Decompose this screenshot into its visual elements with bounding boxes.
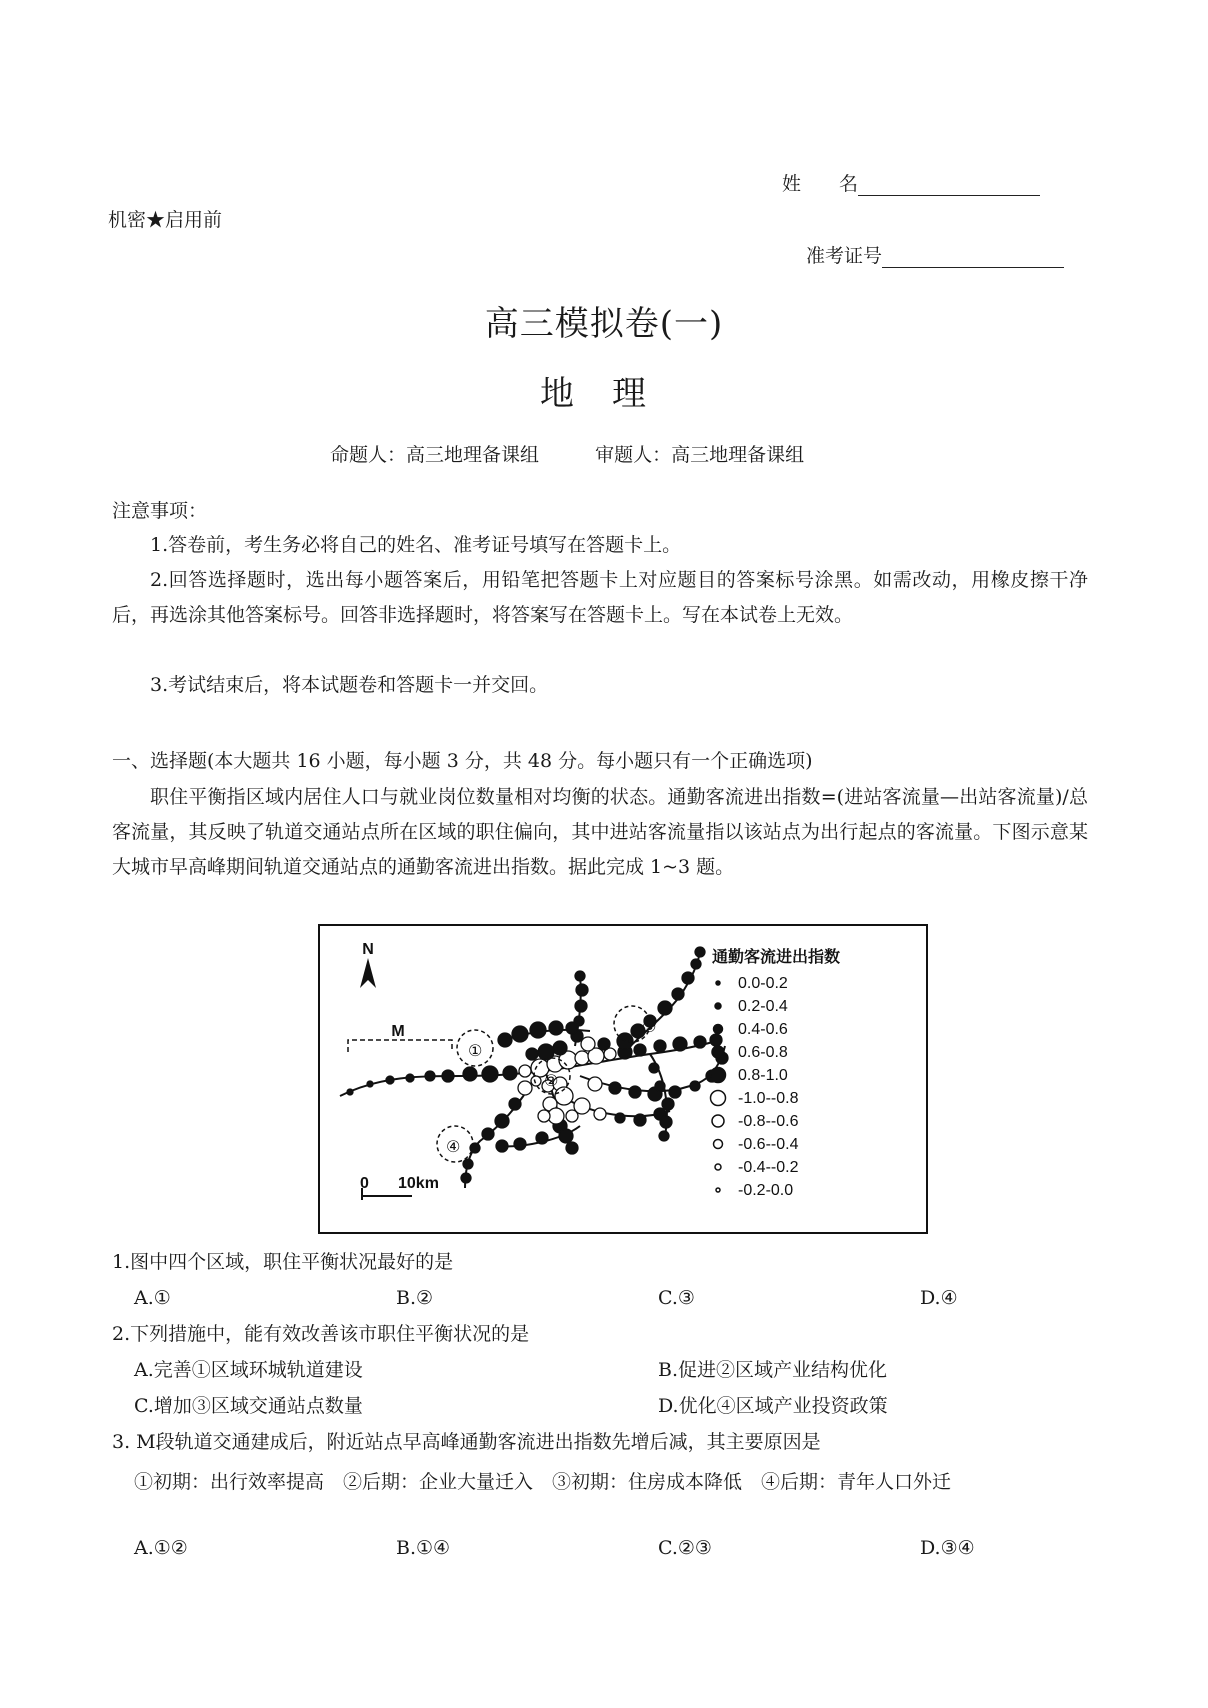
legend-marker: [716, 981, 720, 985]
station-marker: [530, 1022, 546, 1038]
station-marker: [518, 1081, 532, 1095]
north-label: N: [362, 941, 374, 958]
legend-marker: [711, 1068, 726, 1083]
station-marker: [662, 1098, 674, 1110]
station-marker: [575, 1051, 589, 1065]
station-marker: [655, 1081, 665, 1091]
legend-label: -0.2-0.0: [738, 1182, 794, 1199]
station-marker: [442, 1070, 454, 1082]
legend-marker: [715, 1164, 721, 1170]
q3-option-d: D.③④: [920, 1537, 975, 1559]
legend-marker: [711, 1091, 726, 1106]
station-marker: [659, 1131, 669, 1141]
station-marker: [482, 1066, 498, 1082]
station-marker: [615, 1113, 625, 1123]
station-marker: [649, 1063, 659, 1073]
region-label-1: ①: [468, 1043, 483, 1060]
station-marker: [575, 1000, 587, 1012]
station-marker: [660, 1116, 672, 1128]
station-marker: [553, 1041, 567, 1055]
legend-title: 通勤客流进出指数: [712, 949, 841, 966]
station-marker: [538, 1110, 550, 1122]
note-item-1: 1.答卷前，考生务必将自己的姓名、准考证号填写在答题卡上。: [150, 534, 682, 556]
legend-label: -1.0--0.8: [738, 1090, 799, 1107]
legend-label: -0.6--0.4: [738, 1136, 799, 1153]
legend-marker: [714, 1140, 723, 1149]
scale-label: 10km: [398, 1175, 439, 1192]
note-item-3: 3.考试结束后，将本试题卷和答题卡一并交回。: [150, 674, 549, 696]
exam-id-field: [806, 244, 1064, 268]
station-marker: [566, 1142, 578, 1154]
note-item-2: 2.回答选择题时，选出每小题答案后，用铅笔把答题卡上对应题目的答案标号涂黑。如需改动，用橡皮擦干净后，再选涂其他答案标号。回答非选择题时，将答案写在答题卡上。写在本试卷上无效。: [112, 569, 1088, 626]
station-marker: [526, 1048, 538, 1060]
station-marker: [672, 988, 684, 1000]
station-marker: [598, 1038, 610, 1050]
region-label-4: ④: [446, 1139, 461, 1156]
legend-label: 0.4-0.6: [738, 1021, 788, 1038]
station-marker: [514, 1138, 526, 1150]
section-intro: 职住平衡指区域内居住人口与就业岗位数量相对均衡的状态。通勤客流进出指数=(进站客流量—出站客流量)/总客流量，其反映了轨道交通站点所在区域的职住偏向，其中进站客流量指以该站点为出行起点的客流量。下图示意某大城市早高峰期间轨道交通站点的通勤客流进出指数。据此完成 1~3 题。: [112, 786, 1088, 878]
q3-option-b: B.①④: [396, 1537, 451, 1559]
station-marker: [496, 1140, 508, 1152]
station-marker: [654, 1040, 666, 1052]
station-marker: [498, 1033, 512, 1047]
legend-label: -0.8--0.6: [738, 1113, 799, 1130]
q1-option-d: D.④: [920, 1287, 958, 1309]
station-marker: [669, 1086, 681, 1098]
station-marker: [710, 1034, 722, 1046]
station-marker: [512, 1026, 528, 1042]
station-marker: [495, 1114, 509, 1128]
station-marker: [519, 1065, 531, 1077]
name-blank: [858, 195, 1040, 196]
region-label-2: ②: [544, 1073, 559, 1090]
station-marker: [682, 972, 694, 984]
north-arrow-icon: [360, 958, 376, 988]
legend: [711, 975, 799, 1199]
station-marker: [503, 1066, 517, 1080]
station-marker: [658, 1001, 672, 1015]
station-marker: [536, 1132, 548, 1144]
q2-option-b: B.促进②区域产业结构优化: [658, 1359, 888, 1381]
q2-option-c: C.增加③区域交通站点数量: [134, 1395, 363, 1417]
q1-option-c: C.③: [658, 1287, 695, 1309]
legend-label: 0.6-0.8: [738, 1044, 788, 1061]
subject-title: 地理: [540, 374, 684, 414]
legend-marker: [715, 1003, 721, 1009]
setter-label: 命题人：高三地理备课组: [330, 444, 540, 466]
notes-heading: 注意事项：: [112, 500, 208, 522]
q3-option-c: C.②③: [658, 1537, 712, 1559]
station-marker: [695, 947, 705, 957]
station-marker: [629, 1086, 641, 1098]
station-marker: [463, 1067, 477, 1081]
legend-marker: [714, 1025, 723, 1034]
legend-label: -0.4--0.2: [738, 1159, 799, 1176]
q3-option-a: A.①②: [134, 1537, 188, 1559]
exam-id-blank: [882, 267, 1064, 268]
q1-option-b: B.②: [396, 1287, 434, 1309]
q1-option-a: A.①: [134, 1287, 171, 1309]
station-marker: [549, 1021, 563, 1035]
legend-label: 0.8-1.0: [738, 1067, 788, 1084]
exam-title: 高三模拟卷(一): [484, 304, 724, 344]
name-field: [782, 172, 1040, 196]
station-marker: [576, 984, 588, 996]
station-marker: [386, 1076, 394, 1084]
station-marker: [690, 1081, 700, 1091]
station-marker: [581, 1037, 595, 1051]
name-label: 姓 名: [782, 173, 859, 195]
q3-statements: ①初期：出行效率提高 ②后期：企业大量迁入 ③初期：住房成本降低 ④后期：青年人口外迁: [134, 1471, 952, 1493]
station-marker: [538, 1044, 554, 1060]
legend-label: 0.2-0.4: [738, 998, 788, 1015]
legend-marker: [712, 1115, 724, 1127]
station-marker: [609, 1082, 621, 1094]
station-markers: [347, 947, 728, 1183]
station-marker: [482, 1128, 494, 1140]
map-canvas: [320, 926, 926, 1232]
station-marker: [559, 1129, 573, 1143]
legend-marker: [716, 1188, 720, 1192]
station-marker: [694, 1036, 706, 1048]
legend-label: 0.0-0.2: [738, 975, 788, 992]
station-marker: [367, 1081, 373, 1087]
region-label-3: ③: [642, 1019, 657, 1036]
transit-station-map: [318, 924, 928, 1234]
station-marker: [531, 1076, 541, 1086]
station-marker: [425, 1071, 435, 1081]
scale-zero: 0: [360, 1175, 369, 1192]
station-marker: [673, 1037, 687, 1051]
confidential-mark: 机密★启用前: [108, 209, 223, 231]
station-marker: [347, 1089, 353, 1095]
reviewer-label: 审题人：高三地理备课组: [595, 444, 805, 466]
section-heading: 一、选择题(本大题共 16 小题，每小题 3 分，共 48 分。每小题只有一个正确选项): [112, 750, 813, 772]
question-2-stem: 2.下列措施中，能有效改善该市职住平衡状况的是: [112, 1323, 530, 1345]
station-marker: [461, 1173, 471, 1183]
station-marker: [634, 1044, 646, 1056]
q2-option-d: D.优化④区域产业投资政策: [658, 1395, 888, 1417]
authors: [330, 440, 804, 467]
question-1-stem: 1.图中四个区域，职住平衡状况最好的是: [112, 1251, 454, 1273]
station-marker: [463, 1159, 473, 1169]
station-marker: [566, 1110, 578, 1122]
q2-option-a: A.完善①区域环城轨道建设: [134, 1359, 363, 1381]
m-segment-bracket: [348, 1040, 452, 1052]
station-marker: [566, 1022, 578, 1034]
station-marker: [594, 1108, 606, 1120]
station-marker: [691, 959, 701, 969]
station-marker: [575, 971, 585, 981]
legend-marker: [712, 1046, 724, 1058]
question-3-stem: 3. M段轨道交通建成后，附近站点早高峰通勤客流进出指数先增后减，其主要原因是: [112, 1431, 821, 1453]
m-segment-label: M: [391, 1023, 405, 1040]
exam-id-label: 准考证号: [806, 245, 883, 267]
station-marker: [509, 1098, 521, 1110]
station-marker: [406, 1074, 414, 1082]
station-marker: [634, 1114, 646, 1126]
station-marker: [588, 1077, 602, 1091]
